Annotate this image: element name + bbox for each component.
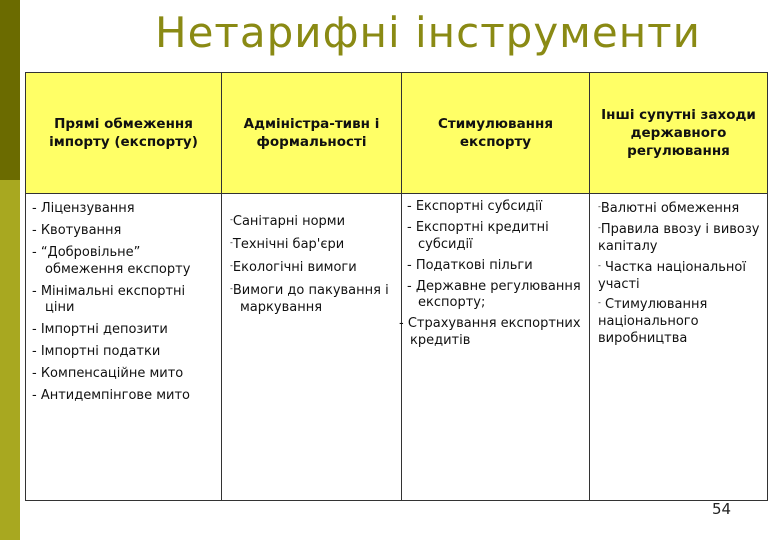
list-item-text: Валютні обмеження <box>600 201 740 216</box>
left-accent-bar-light <box>0 180 20 540</box>
list-item-text: Правила ввозу і вивозу капіталу <box>598 221 760 254</box>
list-item-text: Стимулювання національного виробництва <box>598 297 708 347</box>
list-item-text: Частка національної участі <box>598 259 746 292</box>
list-item: - Ліцензування <box>32 201 135 216</box>
list-item <box>598 297 761 348</box>
list-item: - Державне регулювання експорту; <box>407 278 581 311</box>
list-item: - Податкові пільги <box>407 257 533 273</box>
list-item: - Експортні субсидії <box>407 199 543 214</box>
list-item <box>598 222 761 256</box>
header-other-measures: Інші супутні заходи державного регулювання <box>590 73 768 194</box>
bullet-marker: - <box>598 202 601 211</box>
list-item <box>598 201 761 218</box>
cell-direct-restrictions <box>26 194 222 501</box>
list-item-text: Технічні бар'єри <box>232 236 345 252</box>
list-item <box>228 283 395 317</box>
list-item: - Страхування експортних кредитів <box>399 316 581 349</box>
list-item: - Імпортні депозити <box>32 322 168 338</box>
list-item <box>598 260 761 294</box>
list-item <box>228 214 395 231</box>
list-item: - Мінімальні експортні ціни <box>32 283 186 316</box>
list-item-text: Санітарні норми <box>232 214 346 229</box>
list-item <box>228 260 395 277</box>
cell-other-measures <box>590 194 768 501</box>
bullet-marker: - <box>230 283 233 293</box>
instruments-table <box>25 72 768 501</box>
bullet-marker: - <box>598 298 601 308</box>
bullet-marker: - <box>598 222 601 232</box>
cell-export-promotion <box>399 194 590 501</box>
list-item: - “Добровільне” обмеження експорту <box>32 244 191 277</box>
table-row <box>26 194 768 501</box>
cell-administrative-formalities <box>222 194 402 501</box>
list-item: - Компенсаційне мито <box>32 366 184 382</box>
list-item-text: Вимоги до пакування і маркування <box>232 282 389 315</box>
bullet-marker: - <box>230 260 233 270</box>
slide-title: Нетарифні інструменти <box>155 8 701 57</box>
table-header-row <box>26 73 768 194</box>
list-item <box>228 237 395 254</box>
header-administrative-formalities: Адміністра-тивн і формальності <box>222 73 402 194</box>
left-accent-bar-dark <box>0 0 20 180</box>
header-export-promotion: Стимулювання експорту <box>402 73 590 194</box>
bullet-marker: - <box>230 237 233 247</box>
header-direct-restrictions: Прямі обмеження імпорту (експорту) <box>26 73 222 194</box>
list-item: - Квотування <box>32 222 122 238</box>
bullet-marker: - <box>598 260 601 270</box>
list-item: - Антидемпінгове мито <box>32 388 190 404</box>
list-item-text: Екологічні вимоги <box>232 259 357 275</box>
list-item: - Експортні кредитні субсидії <box>407 219 549 252</box>
page-number: 54 <box>712 500 732 518</box>
list-item: - Імпортні податки <box>32 344 161 360</box>
bullet-marker: - <box>230 215 233 224</box>
